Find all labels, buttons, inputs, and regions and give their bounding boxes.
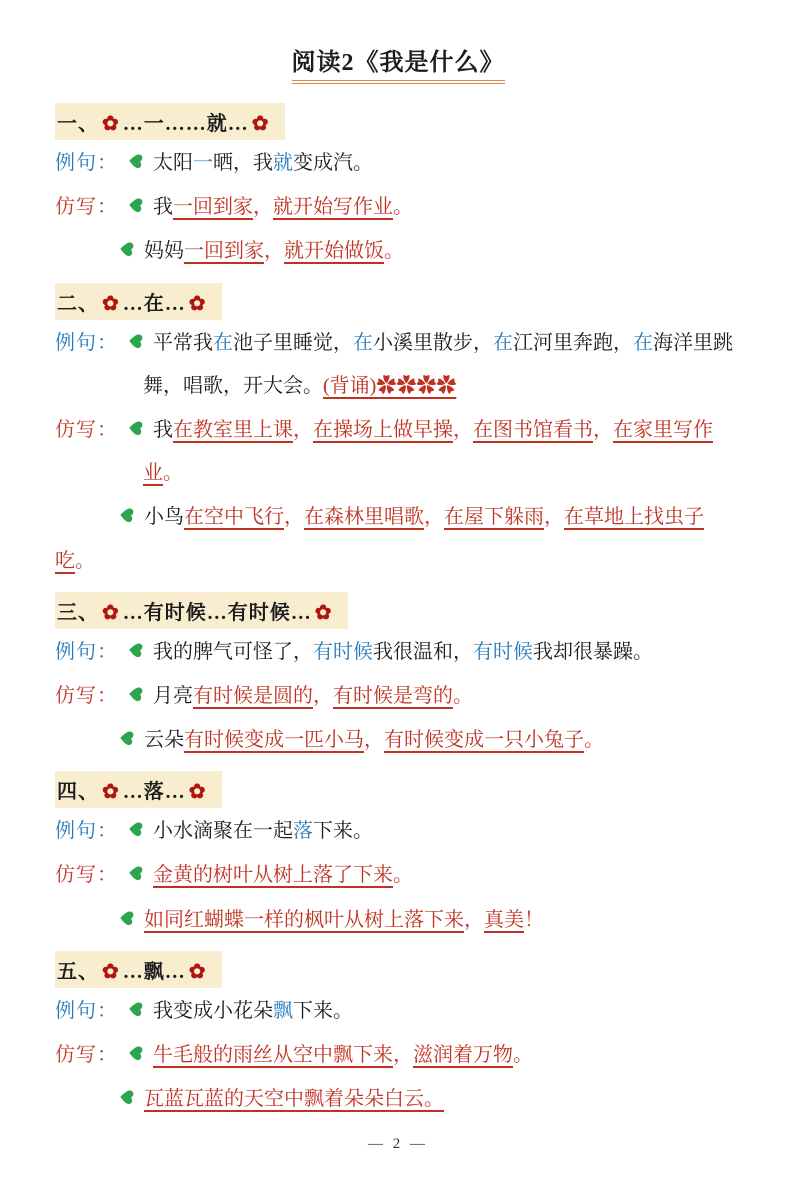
flower-icon: ✿ bbox=[102, 601, 120, 624]
text-segment: 在操场上做早操 bbox=[313, 418, 453, 441]
section-heading-row bbox=[55, 951, 741, 988]
text-segment: 就开始做饭 bbox=[284, 240, 384, 263]
heading-text: 五、 bbox=[57, 960, 99, 983]
text-segment: ， bbox=[424, 506, 444, 529]
text-segment: 滋润着万物 bbox=[413, 1044, 513, 1066]
text-segment: 。 bbox=[453, 684, 473, 707]
text-segment: 在图书馆看书 bbox=[473, 418, 593, 441]
flower-icon: ✿ bbox=[188, 960, 207, 983]
sentence-row bbox=[55, 409, 741, 495]
green-leaf-bullet-icon bbox=[126, 197, 146, 215]
text-segment: 。 bbox=[384, 240, 404, 263]
sentence-row bbox=[55, 675, 741, 718]
green-leaf-bullet-icon bbox=[117, 241, 137, 259]
heading-text: …有时候…有时候… bbox=[122, 601, 312, 624]
text-segment: 在屋下躲雨 bbox=[444, 506, 544, 529]
text-segment: 在 bbox=[213, 331, 233, 354]
imitate-label: 仿写： bbox=[55, 684, 118, 707]
text-segment: 小溪里散步， bbox=[373, 331, 493, 354]
sentence-row bbox=[55, 631, 741, 674]
text-segment: 有时候 bbox=[313, 640, 373, 663]
sentence-row bbox=[55, 719, 741, 762]
page-number: — 2 — bbox=[368, 1136, 428, 1153]
flower-icon: ✿ bbox=[188, 292, 207, 315]
text-segment: ， bbox=[544, 506, 564, 529]
text-segment: 。 bbox=[584, 729, 604, 752]
heading-text: …一……就… bbox=[122, 113, 249, 135]
section-heading-row bbox=[55, 283, 741, 320]
text-segment: 在 bbox=[493, 331, 513, 354]
text-segment: 有时候 bbox=[473, 640, 533, 663]
sentence-row bbox=[55, 186, 741, 229]
imitate-label: 仿写： bbox=[55, 418, 118, 441]
example-label: 例句： bbox=[55, 820, 118, 843]
text-segment: 太阳 bbox=[153, 152, 193, 174]
section-heading bbox=[55, 771, 222, 808]
green-leaf-bullet-icon bbox=[126, 420, 146, 438]
text-segment: 我 bbox=[153, 418, 173, 441]
green-leaf-bullet-icon bbox=[126, 153, 146, 171]
text-segment: 。 bbox=[393, 196, 413, 219]
example-label: 例句： bbox=[55, 999, 118, 1022]
green-leaf-bullet-icon bbox=[117, 730, 137, 748]
green-leaf-bullet-icon bbox=[117, 1089, 137, 1107]
page-title: 阅读2《我是什么》 bbox=[292, 42, 505, 84]
sections-container bbox=[55, 94, 741, 1122]
section-heading-row bbox=[55, 771, 741, 808]
text-segment: ， bbox=[313, 684, 333, 707]
text-segment: 落 bbox=[293, 820, 313, 843]
text-segment: ， bbox=[284, 506, 304, 529]
text-segment: 池子里睡觉， bbox=[233, 331, 353, 354]
text-segment: 。 bbox=[393, 864, 413, 887]
text-segment: 妈妈 bbox=[144, 240, 184, 263]
text-segment: ， bbox=[364, 729, 384, 752]
text-segment: 一回到家 bbox=[184, 240, 264, 263]
sentence-row bbox=[55, 1078, 741, 1121]
text-segment: 瓦蓝瓦蓝的天空中飘着朵朵白云。 bbox=[144, 1088, 444, 1111]
green-leaf-bullet-icon bbox=[126, 865, 146, 883]
text-segment: ， bbox=[293, 418, 313, 441]
heading-text: …在… bbox=[122, 292, 186, 315]
text-segment: 我 bbox=[153, 196, 173, 219]
imitate-label: 仿写： bbox=[55, 196, 118, 219]
text-segment: 在空中飞行 bbox=[184, 506, 284, 529]
text-segment: 平常我 bbox=[153, 331, 213, 354]
text-segment: 江河里奔跑， bbox=[513, 331, 633, 354]
heading-text: 一、 bbox=[57, 113, 99, 135]
text-segment: 我变成小花朵 bbox=[153, 999, 273, 1022]
text-segment: 牛毛般的雨丝从空中飘下来 bbox=[153, 1044, 393, 1066]
green-leaf-bullet-icon bbox=[126, 333, 146, 351]
text-segment: 在 bbox=[633, 331, 653, 354]
green-leaf-bullet-icon bbox=[126, 1001, 146, 1019]
imitate-label: 仿写： bbox=[55, 864, 118, 887]
heading-text: 二、 bbox=[57, 292, 99, 315]
text-segment: 在家里写作业 bbox=[143, 418, 713, 485]
text-segment: 下来。 bbox=[293, 999, 353, 1022]
text-segment: 一回到家 bbox=[173, 196, 253, 219]
text-segment: ， bbox=[264, 240, 284, 263]
section-heading-row bbox=[55, 592, 741, 629]
text-segment: 金黄的树叶从树上落了下来 bbox=[153, 864, 393, 887]
green-leaf-bullet-icon bbox=[126, 642, 146, 660]
example-label: 例句： bbox=[55, 152, 118, 174]
text-segment: 海洋里跳舞，唱歌，开大会。 bbox=[143, 331, 733, 397]
section-heading bbox=[55, 592, 348, 629]
sentence-row bbox=[55, 990, 741, 1033]
heading-text: 四、 bbox=[57, 781, 99, 804]
text-segment: 小鸟 bbox=[144, 506, 184, 529]
text-segment: 飘 bbox=[273, 999, 293, 1022]
example-label: 例句： bbox=[55, 640, 118, 663]
flower-icon: ✿ bbox=[102, 113, 120, 135]
flower-icon: ✿ bbox=[102, 292, 120, 315]
text-segment: 有时候是圆的 bbox=[193, 684, 313, 707]
flower-icon: ✿ bbox=[102, 960, 120, 983]
text-segment: 。 bbox=[163, 462, 183, 485]
text-segment: ， bbox=[253, 196, 273, 219]
sentence-row bbox=[55, 142, 741, 185]
text-segment: 有时候是弯的 bbox=[333, 684, 453, 707]
green-leaf-bullet-icon bbox=[126, 1045, 146, 1063]
heading-text: …落… bbox=[122, 781, 186, 804]
example-label: 例句： bbox=[55, 331, 118, 354]
text-segment: 。 bbox=[513, 1044, 533, 1066]
text-segment: 在森林里唱歌 bbox=[304, 506, 424, 529]
text-segment: 晒，我 bbox=[213, 152, 273, 174]
text-segment: 我却很暴躁。 bbox=[533, 640, 653, 663]
text-segment: 一 bbox=[193, 152, 213, 174]
section-heading-row bbox=[55, 103, 741, 140]
sentence-row bbox=[55, 854, 741, 897]
green-leaf-bullet-icon bbox=[117, 910, 137, 928]
text-segment: 有时候变成一只小兔子 bbox=[384, 729, 584, 752]
sentence-row bbox=[55, 810, 741, 853]
flower-icon: ✿ bbox=[188, 781, 207, 804]
text-segment: 在草地上找虫子吃 bbox=[55, 506, 704, 572]
text-segment: 真美 bbox=[484, 908, 524, 931]
sentence-row bbox=[55, 1034, 741, 1077]
text-segment: 如同红蝴蝶一样的枫叶从树上落下来 bbox=[144, 908, 464, 931]
heading-text: …飘… bbox=[122, 960, 186, 983]
sentence-row bbox=[55, 899, 741, 942]
section-heading bbox=[55, 283, 222, 320]
text-segment: 我的脾气可怪了， bbox=[153, 640, 313, 663]
green-leaf-bullet-icon bbox=[126, 821, 146, 839]
text-segment: 变成汽。 bbox=[293, 152, 373, 174]
text-segment: 在教室里上课 bbox=[173, 418, 293, 441]
flower-icon: ✿ bbox=[314, 601, 333, 624]
text-segment: ， bbox=[464, 908, 484, 931]
text-segment: 我很温和， bbox=[373, 640, 473, 663]
text-segment: 下来。 bbox=[313, 820, 373, 843]
text-segment: ， bbox=[593, 418, 613, 441]
text-segment: 云朵 bbox=[144, 729, 184, 752]
green-leaf-bullet-icon bbox=[126, 686, 146, 704]
text-segment: 小水滴聚在一起 bbox=[153, 820, 293, 843]
green-leaf-bullet-icon bbox=[117, 507, 137, 525]
text-segment: 就 bbox=[273, 152, 293, 174]
sentence-row bbox=[55, 496, 741, 582]
sentence-row bbox=[55, 230, 741, 273]
heading-text: 三、 bbox=[57, 601, 99, 624]
flower-icon: ✿ bbox=[102, 781, 120, 804]
text-segment: 有时候变成一匹小马 bbox=[184, 729, 364, 752]
text-segment: 就开始写作业 bbox=[273, 196, 393, 219]
title-row bbox=[55, 42, 741, 84]
flower-icon: ✿ bbox=[251, 113, 270, 135]
section-heading bbox=[55, 951, 222, 988]
text-segment: ！ bbox=[524, 908, 544, 931]
section-heading bbox=[55, 103, 285, 140]
text-segment: ， bbox=[393, 1044, 413, 1066]
text-segment: 月亮 bbox=[153, 684, 193, 707]
text-segment: ， bbox=[453, 418, 473, 441]
text-segment: 。 bbox=[75, 549, 95, 572]
imitate-label: 仿写： bbox=[55, 1044, 118, 1066]
sentence-row bbox=[55, 322, 741, 408]
text-segment: 在 bbox=[353, 331, 373, 354]
text-segment: (背诵)✿✿✿✿ bbox=[323, 374, 457, 397]
